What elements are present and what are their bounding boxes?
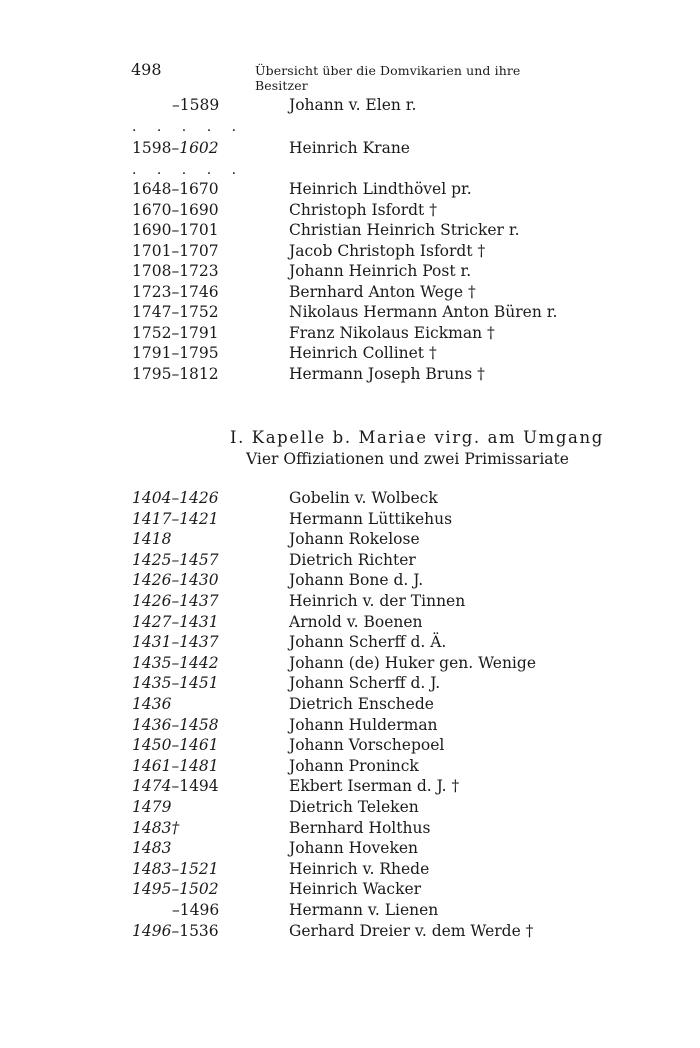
entry-date: 1417–1421 xyxy=(132,509,219,528)
list-item xyxy=(0,323,700,343)
entry-name: Gobelin v. Wolbeck xyxy=(289,489,438,507)
entry-name: Johann Proninck xyxy=(289,756,419,775)
entry-name: Heinrich v. der Tinnen xyxy=(289,592,466,610)
entry-date: 1450–1461 xyxy=(132,736,219,755)
list-item xyxy=(0,529,700,549)
entry-date: 1752–1791 xyxy=(132,323,219,342)
list-item xyxy=(0,653,700,673)
entry-date: 1648–1670 xyxy=(132,180,219,198)
list-item xyxy=(0,673,700,693)
list-item xyxy=(0,859,700,879)
list-item xyxy=(0,612,700,632)
list-item xyxy=(0,364,700,384)
entry-date: 1483 xyxy=(132,839,172,858)
running-head xyxy=(131,60,541,93)
entry-date xyxy=(132,138,242,158)
list-item xyxy=(0,261,700,281)
entry-date: 1435–1451 xyxy=(132,674,219,693)
entry-name: Johann Bone d. J. xyxy=(289,571,424,590)
list-item xyxy=(0,838,700,858)
entry-name: Hermann Joseph Bruns † xyxy=(289,364,485,383)
entry-date: 1723–1746 xyxy=(132,282,219,301)
entry-date: 1404–1426 xyxy=(132,489,219,507)
entry-name: Johann (de) Huker gen. Wenige xyxy=(289,653,536,672)
entry-name: Bernhard Holthus xyxy=(289,818,431,837)
entry-date: 1426–1437 xyxy=(132,592,219,610)
running-title: Übersicht über die Domvikarien und ihre Besitzer xyxy=(255,63,521,93)
section-heading: I. Kapelle b. Mariae virg. am Umgang xyxy=(230,428,604,447)
list-item xyxy=(0,138,700,158)
list-item xyxy=(0,302,700,322)
entry-name: Johann Vorschepoel xyxy=(289,736,445,755)
entry-name: Dietrich Teleken xyxy=(289,798,419,816)
entry-name: Johann Hoveken xyxy=(289,839,418,858)
ellipsis-dots: . . . . . xyxy=(132,119,245,135)
page-number: 498 xyxy=(131,60,162,79)
list-item xyxy=(0,95,700,115)
date-end: 1602 xyxy=(179,139,219,157)
entry-date: 1701–1707 xyxy=(132,241,219,260)
entry-date: 1479 xyxy=(132,798,172,816)
entry-date: 1427–1431 xyxy=(132,612,219,631)
date-start: 1474 xyxy=(132,777,172,796)
list-item xyxy=(0,632,700,652)
entry-date: –1589 xyxy=(172,96,220,114)
entry-name: Ekbert Iserman d. J. † xyxy=(289,777,460,796)
date-end: –1536 xyxy=(171,921,219,940)
entry-name: Heinrich Lindthövel pr. xyxy=(289,180,472,198)
entry-name: Heinrich Collinet † xyxy=(289,344,437,362)
entry-date: 1436–1458 xyxy=(132,715,219,734)
entry-date: 1795–1812 xyxy=(132,364,219,383)
entry-name: Bernhard Anton Wege † xyxy=(289,282,476,301)
entry-name: Johann v. Elen r. xyxy=(289,96,417,114)
date-end: –1494 xyxy=(171,777,219,796)
entry-date: 1461–1481 xyxy=(132,756,219,775)
list-item xyxy=(0,282,700,302)
entry-date: 1431–1437 xyxy=(132,633,219,652)
entry-date: 1670–1690 xyxy=(132,200,219,219)
entry-name: Dietrich Richter xyxy=(289,550,416,569)
entry-name: Johann Rokelose xyxy=(289,530,420,549)
entry-date: 1483† xyxy=(132,818,180,837)
entry-name: Heinrich Krane xyxy=(289,139,410,157)
list-item xyxy=(0,591,700,611)
date-start: 1598– xyxy=(132,139,180,157)
entry-date: 1791–1795 xyxy=(132,344,219,362)
entry-name: Heinrich Wacker xyxy=(289,880,422,899)
entry-date: 1483–1521 xyxy=(132,859,219,878)
list-item xyxy=(0,241,700,261)
list-item xyxy=(0,735,700,755)
list-item xyxy=(0,797,700,817)
entry-date xyxy=(132,921,242,941)
entry-name: Johann Hulderman xyxy=(289,715,438,734)
entry-date: 1435–1442 xyxy=(132,653,219,672)
entry-name: Christian Heinrich Stricker r. xyxy=(289,221,520,239)
list-item xyxy=(0,756,700,776)
entry-date: 1690–1701 xyxy=(132,221,219,239)
list-item xyxy=(0,776,700,796)
list-item xyxy=(0,343,700,363)
list-item xyxy=(0,921,700,941)
entry-name: Jacob Christoph Isfordt † xyxy=(289,241,486,260)
entry-date: 1747–1752 xyxy=(132,303,219,321)
section-subheading: Vier Offiziationen und zwei Primissariate xyxy=(246,450,569,468)
list-item xyxy=(0,488,700,508)
list-item xyxy=(0,715,700,735)
entry-name: Arnold v. Boenen xyxy=(289,612,423,631)
entry-name: Johann Scherff d. Ä. xyxy=(289,633,447,652)
list-item xyxy=(0,694,700,714)
date-start: 1496 xyxy=(132,921,172,940)
entry-name: Hermann Lüttikehus xyxy=(289,509,453,528)
list-item xyxy=(0,220,700,240)
entry-date: –1496 xyxy=(172,901,220,919)
entry-name: Nikolaus Hermann Anton Büren r. xyxy=(289,303,558,321)
list-item xyxy=(0,879,700,899)
entry-date: 1708–1723 xyxy=(132,262,219,280)
entry-date: 1426–1430 xyxy=(132,571,219,590)
entry-date: 1425–1457 xyxy=(132,550,219,569)
ellipsis-dots: . . . . . xyxy=(132,162,245,178)
entry-name: Gerhard Dreier v. dem Werde † xyxy=(289,921,534,940)
entry-name: Heinrich v. Rhede xyxy=(289,859,430,878)
entry-name: Hermann v. Lienen xyxy=(289,901,439,919)
entry-date: 1495–1502 xyxy=(132,880,219,899)
list-item xyxy=(0,818,700,838)
entry-name: Franz Nikolaus Eickman † xyxy=(289,323,495,342)
entry-date: 1436 xyxy=(132,695,172,713)
entry-name: Dietrich Enschede xyxy=(289,695,434,713)
list-item xyxy=(0,200,700,220)
list-item xyxy=(0,550,700,570)
list-item xyxy=(0,179,700,199)
entry-name: Johann Scherff d. J. xyxy=(289,674,441,693)
entry-name: Christoph Isfordt † xyxy=(289,200,437,219)
list-item xyxy=(0,900,700,920)
entry-date: 1418 xyxy=(132,530,172,549)
entry-date xyxy=(132,776,242,796)
list-item xyxy=(0,570,700,590)
entry-name: Johann Heinrich Post r. xyxy=(289,262,472,280)
list-item xyxy=(0,509,700,529)
